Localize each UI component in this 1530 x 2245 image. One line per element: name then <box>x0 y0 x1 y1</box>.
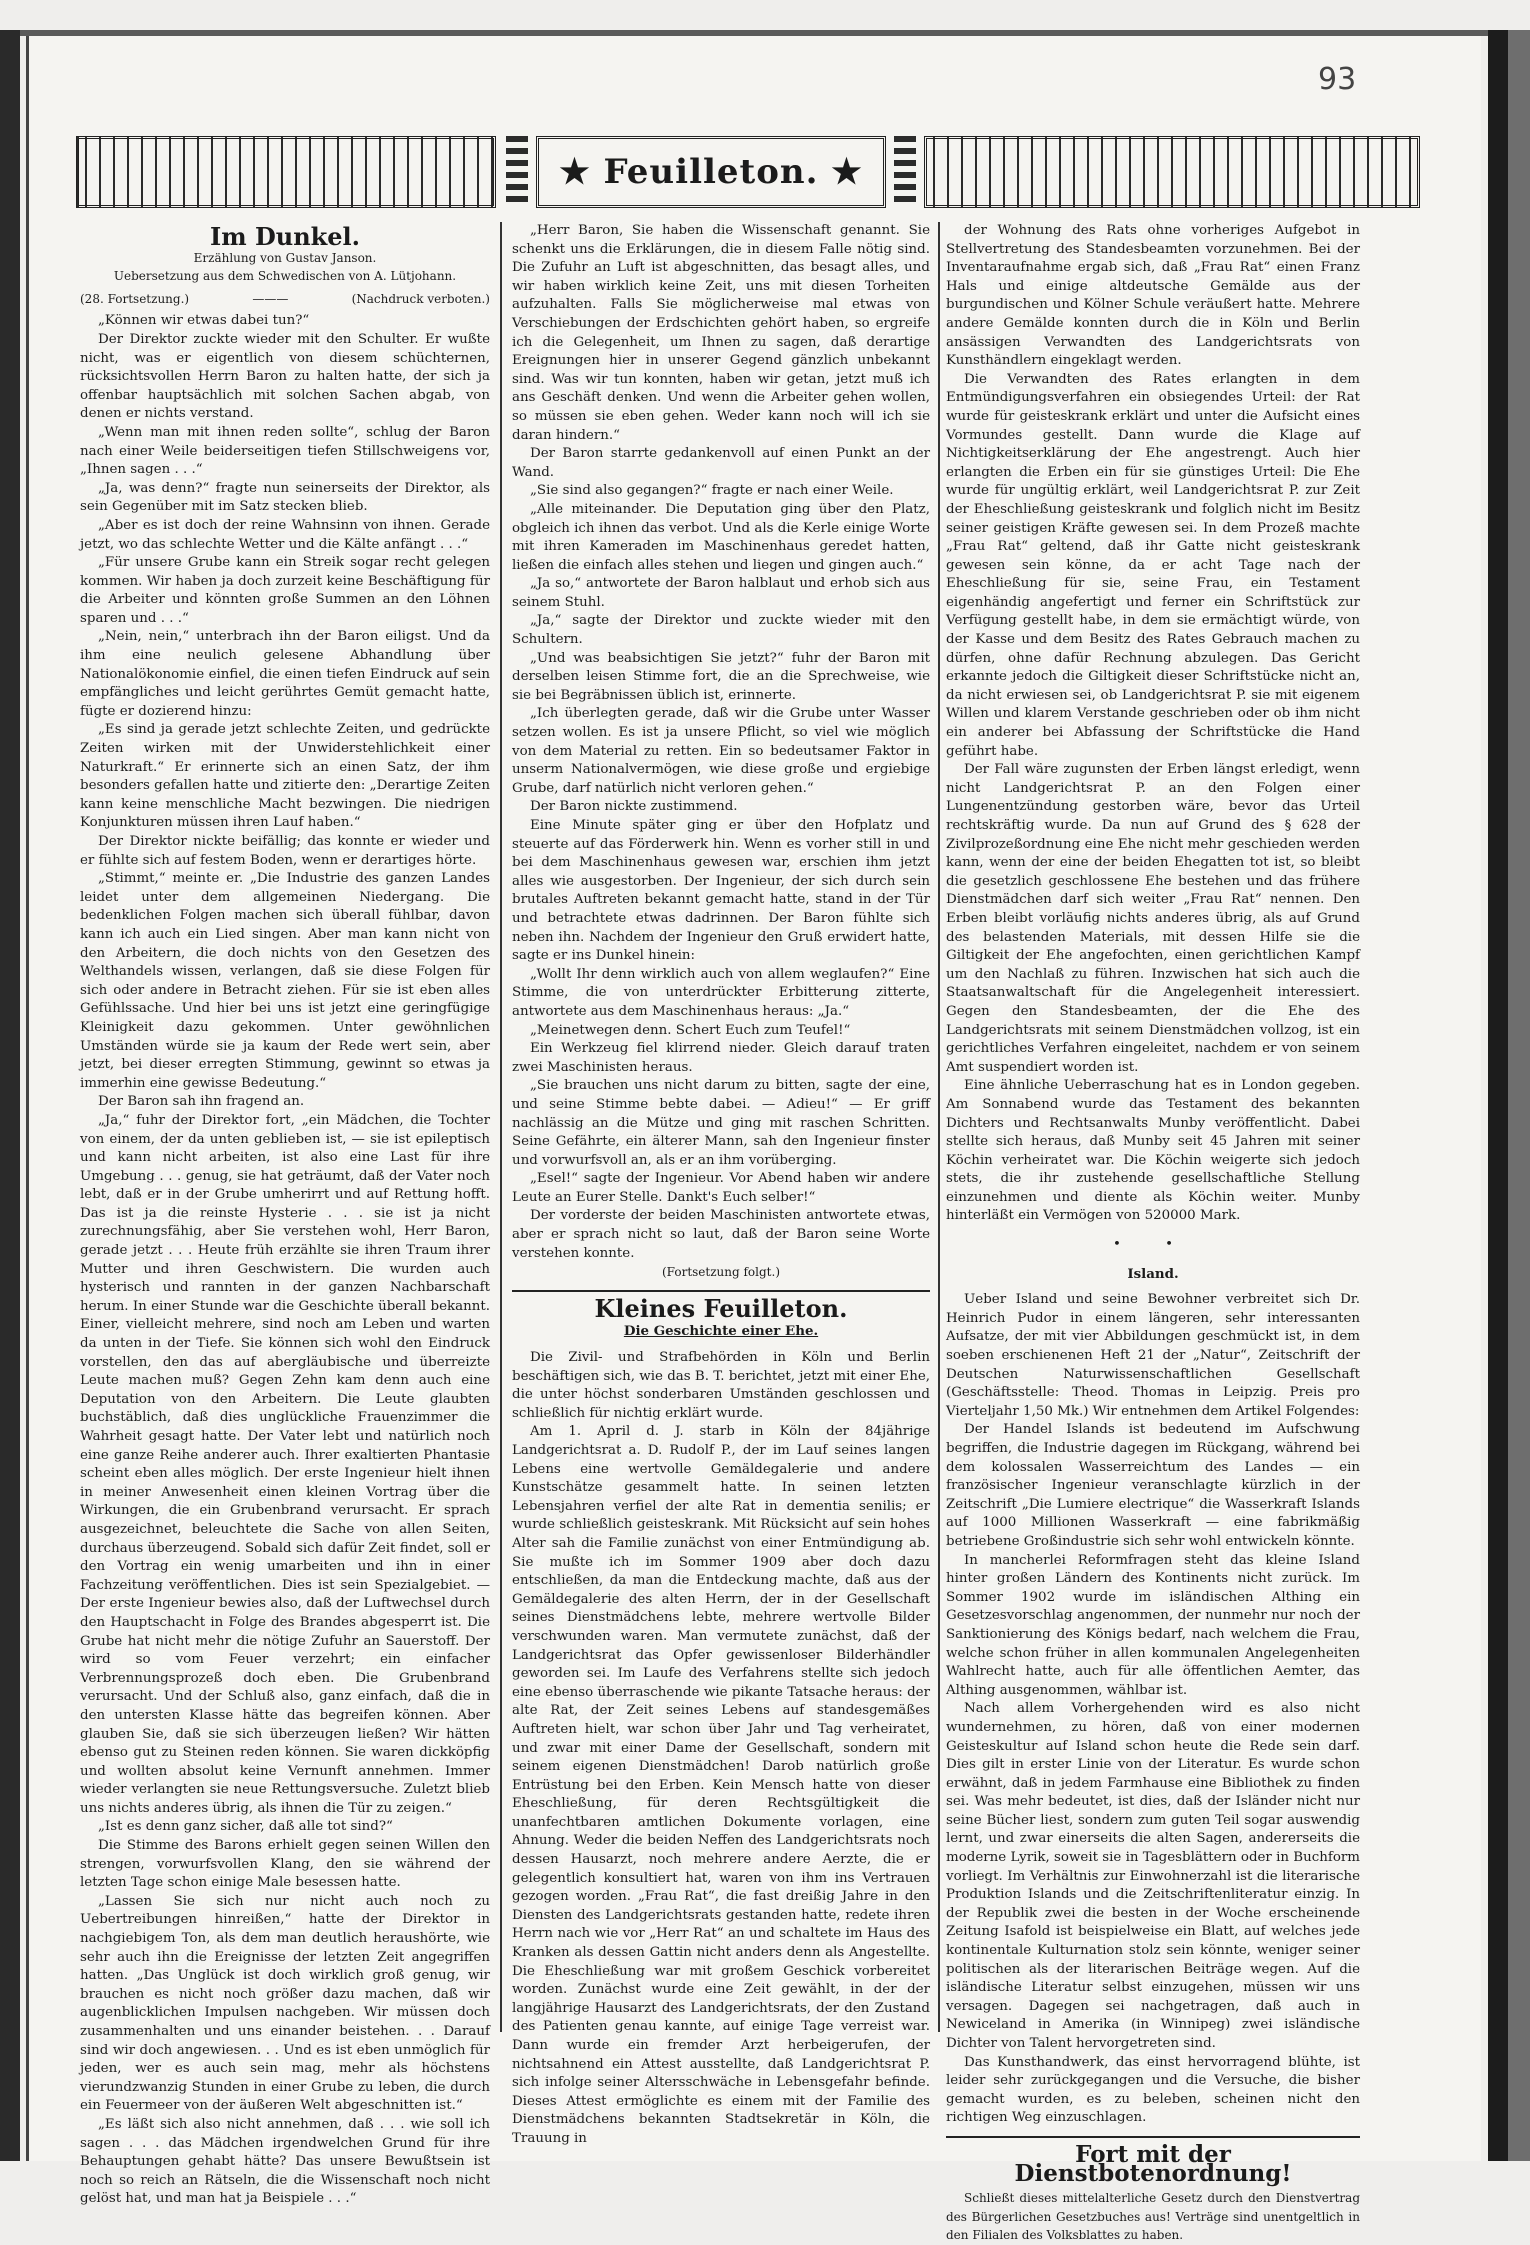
article-body-continued <box>946 222 1360 1226</box>
story-translation: Uebersetzung aus dem Schwedischen von A. Lütjohann. <box>113 269 457 284</box>
notice-text: Schließt dieses mittelalterliche Gesetz durch den Dienstvertrag des Bürgerlichen Gesetzbuches aus! Verträge sind unentgeltlich in den Filialen des Volksblattes zu haben. <box>946 2191 1360 2243</box>
paragraph: „Aber es ist doch der reine Wahnsinn von ihnen. Gerade jetzt, wo das schlechte Wetter und die Kälte anfängt . . .“ <box>80 517 490 552</box>
divider <box>512 1290 930 1292</box>
article-heading: Die Geschichte einer Ehe. <box>623 1323 819 1340</box>
story-title: Im Dunkel. <box>209 222 361 251</box>
continued-note: (Fortsetzung folgt.) <box>662 1265 780 1280</box>
paragraph: Der Baron sah ihn fragend an. <box>98 1094 305 1110</box>
binding-edge-outer <box>1508 30 1530 2161</box>
paragraph: Der Direktor nickte beifällig; das konnte er wieder und er fühlte sich auf festem Boden, wenn er derartiges hörte. <box>80 834 490 868</box>
island-heading: Island. <box>1127 1265 1179 1282</box>
ornament-left <box>76 136 496 208</box>
paragraph: „Ja,“ sagte der Direktor und zuckte wieder mit den Schultern. <box>512 613 930 648</box>
paragraph: Nach allem Vorhergehenden wird es also nicht wundernehmen, zu hören, daß von einer modernen Geisteskultur auf Island schon heute die Rede sein darf. Dies gilt in erster Linie von der Literatur. Es wurde schon erwähnt, daß in jedem Farmhause eine Bibliothek zu finden sei. Was mehr bedeutet, ist dies, daß der Isländer nicht nur seine Bücher liest, sondern zum guten Teil sogar auswendig lernt, und zwar einerseits die alten Sagen, andererseits die moderne Lyrik, soweit sie in Tagesblättern oder in Buchform vorliegt. Im Verhältnis zur Einwohnerzahl ist die literarische Produktion Islands und die Zeitschriftenliteratur einzig. In der Republik zwei die besten in der Woche erscheinende Zeitung Isafold ist beispielweise ein Blatt, auf welches jede kontinentale Kulturnation stolz sein könnte, weniger seiner politischen als der literarischen Beiträge wegen. Auf die isländische Literatur selbst einzugehen, müssen wir uns versagen. Dagegen sei nachgetragen, daß auch in Newiceland in Amerika (in Winnipeg) zwei isländische Dichter von Talent hervorgetreten sind. <box>946 1701 1360 2051</box>
paragraph: Eine Minute später ging er über den Hofplatz und steuerte auf das Förderwerk hin. Wenn es vorher still in und bei dem Maschinenhaus gewesen war, erschien ihm jetzt alles wie ausgestorben. Der Ingenieur, der sich durch sein brutales Auftreten bekannt gemacht hatte, stand in der Tür und betrachtete etwas dadrinnen. Der Baron fühlte sich neben ihn. Nachdem der Ingenieur den Gruß erwidert hatte, sagte er ins Dunkel hinein: <box>512 818 930 964</box>
installment-note: (28. Fortsetzung.) <box>80 291 190 306</box>
ornament-right <box>924 136 1420 208</box>
paragraph: Das Kunsthandwerk, das einst hervorragend blühte, ist leider sehr zurückgegangen und die Versuche, die bisher gemacht wurden, es zu beleben, scheinen nicht den richtigen Weg einzuschlagen. <box>946 2054 1360 2126</box>
paragraph: Am 1. April d. J. starb in Köln der 84jährige Landgerichtsrat a. D. Rudolf P., der im Lauf seines langen Lebens eine wertvolle Gemäldegalerie und andere Kunstschätze gesammelt hatte. In seinen letzten Lebensjahren verfiel der alte Rat in dementia senilis; er wurde schließlich geisteskrank. Mit Rücksicht auf sein hohes Alter sah die Familie zunächst von einer Entmündigung ab. Sie mußte ich im Sommer 1909 aber doch dazu entschließen, da man die Entdeckung machte, daß aus der Gemäldegalerie des alten Herrn, der in der Gesellschaft seines Dienstmädchens lebte, mehrere wertvolle Bilder verschwunden waren. Man vermutete zunächst, daß der Landgerichtsrat das Opfer gewissenloser Bilderhändler geworden sei. Im Laufe des Verfahrens stellte sich jedoch eine ebenso überraschende wie pikante Tatsache heraus: der alte Rat, der Zeit seines Lebens auf standesgemäßes Auftreten hielt, war schon über Jahr und Tag verheiratet, und zwar mit einer Dame der Gesellschaft, sondern mit seinem eigenen Dienstmädchen! Darob natürlich große Entrüstung bei den Erben. Kein Mensch hatte von dieser Eheschließung, für deren Rechtsgültigkeit die unanfechtbaren amtlichen Dokumente vorlagen, eine Ahnung. Weder die beiden Neffen des Landgerichtsrats noch dessen Hausarzt, noch mehrere andere Aerzte, die er gelegentlich konsultiert hat, waren von ihm ins Vertrauen gezogen worden. „Frau Rat“, die fast dreißig Jahre in den Diensten des Landgerichtsrats gestanden hatte, redete ihren Herrn nach wie vor „Herr Rat“ an und schaltete im Haus des Kranken als dessen Gattin nicht anders denn als Angestellte. Die Eheschließung war mit großem Geschick vorbereitet worden. Zunächst wurde eine Zeit gewählt, in der der langjährige Hausarzt des Landgerichtsrats, der den Zustand des Patienten genau kannte, auf einige Tage verreist war. Dann wurde ein fremder Arzt herbeigerufen, der nichtsahnend ein Attest ausstellte, daß Landgerichtsrat P. sich infolge seiner Altersschwäche in Lebensgefahr befinde. Dieses Attest ermöglichte es einem mit der Familie des Dienstmädchens bekannten Stadtsekretär in Köln, die Trauung in <box>512 1424 930 2146</box>
paragraph: „Können wir etwas dabei tun?“ <box>98 313 310 329</box>
paragraph: Die Zivil- und Strafbehörden in Köln und Berlin beschäftigen sich, wie das B. T. berichtet, jetzt mit einer Ehe, die unter höchst sonderbaren Umständen geschlossen und schließlich für nichtig erklärt wurde. <box>512 1350 930 1421</box>
column-1 <box>80 222 490 2209</box>
paragraph: „Und was beabsichtigen Sie jetzt?“ fuhr der Baron mit derselben leisen Stimme fort, die an die Sprechweise, wie sie bei Begräbnissen üblich ist, erinnerte. <box>512 650 930 703</box>
kleines-feuilleton-title: Kleines Feuilleton. <box>594 1293 848 1323</box>
paragraph: „Herr Baron, Sie haben die Wissenschaft genannt. Sie schenkt uns die Erklärungen, die in diesem Falle nötig sind. Die Zufuhr an Luft ist abgeschnitten, das besagt alles, und wir haben wirklich keine Zeit, uns mit diesen Torheiten aufzuhalten. Falls Sie möglicherweise mal etwas von Verschiebungen der Erdschichten gehört haben, so ergreife ich die Gelegenheit, um Ihnen zu sagen, daß derartige Ereignungen hier in unserer Gegend gänzlich unbekannt sind. Was wir tun konnten, haben wir getan, jetzt muß ich ans Geschäft denken. Und wenn die Arbeiter gehen wollen, so müssen sie eben gehen. Weder kann noch will ich sie daran hindern.“ <box>512 223 930 443</box>
paragraph: „Wollt Ihr denn wirklich auch von allem weglaufen?“ Eine Stimme, die von unterdrückter Erbitterung zitterte, antwortete aus dem Maschinenhaus heraus: „Ja.“ <box>512 966 930 1019</box>
paragraph: Der Fall wäre zugunsten der Erben längst erledigt, wenn nicht Landgerichtsrat P. an den Folgen einer Lungenentzündung gestorben wäre, bevor das Urteil rechtskräftig wurde. Da nun auf Grund des § 628 der Zivilprozeßordnung eine Ehe nicht mehr geschieden werden kann, wenn der eine der beiden Ehegatten tot ist, so bleibt die gesetzlich geschlossene Ehe bestehen und das frühere Dienstmädchen darf sich weiter „Frau Rat“ nennen. Den Erben bleibt vorläufig nichts anderes übrig, als auf Grund des belastenden Materials, mit dessen Hilfe sie die Giltigkeit der Ehe angefochten, einen gerichtlichen Kampf um den Nachlaß zu führen. Inzwischen hat sich auch die Staatsanwaltschaft für die Angelegenheit interessiert. Gegen den Standesbeamten, der die Ehe des Landgerichtsrats mit seinem Dienstmädchen vollzog, ist ein gerichtliches Verfahren eingeleitet, nachdem er von seinem Amt suspendiert worden ist. <box>946 762 1360 1075</box>
paragraph: der Wohnung des Rats ohne vorheriges Aufgebot in Stellvertretung des Standesbeamten vorzunehmen. Bei der Inventaraufnahme ergab sich, daß „Frau Rat“ einen Franz Hals und einige altdeutsche Gemälde aus der burgundischen und Kölner Schule veräußert hatte. Mehrere andere Gemälde konnten durch die in Köln und Berlin ansässigen Verwandten des Landgerichtsrats von Kunsthändlern eingeklagt werden. <box>946 223 1360 369</box>
binding-edge-right <box>1488 30 1508 2161</box>
paragraph: „Wenn man mit ihnen reden sollte“, schlug der Baron nach einer Weile beiderseitigen tiefen Stillschweigens vor, „Ihnen sagen . . .“ <box>80 424 490 478</box>
paragraph: „Es sind ja gerade jetzt schlechte Zeiten, und gedrückte Zeiten wirken mit der Unwiderstehlichkeit einer Naturkraft.“ Er erinnerte sich an einen Satz, der ihm besonders gefallen hatte und zitierte den: „Derartige Zeiten kann keine menschliche Macht bezwingen. Die niedrigen Konjunkturen müssen ihren Lauf haben.“ <box>80 722 490 831</box>
ornament-separator-left <box>506 136 528 208</box>
binding-edge-left <box>0 30 20 2161</box>
story-meta <box>80 290 490 309</box>
paragraph: Eine ähnliche Ueberraschung hat es in London gegeben. Am Sonnabend wurde das Testament des bekannten Dichters und Rechtsanwalts Munby veröffentlicht. Dabei stellte sich heraus, daß Munby seit 45 Jahren mit seiner Köchin verheiratet war. Die Köchin weigerte sich jedoch stets, die ihr zustehende gesellschaftliche Stellung einzunehmen und diente als Köchin weiter. Munby hinterläßt ein Vermögen von 520000 Mark. <box>946 1078 1360 1224</box>
paragraph: „Ja, was denn?“ fragte nun seinerseits der Direktor, als sein Gegenüber mit im Satz stecken blieb. <box>80 480 490 515</box>
feuilleton-masthead <box>76 136 1420 208</box>
paragraph: In mancherlei Reformfragen steht das kleine Island hinter großen Ländern des Kontinents nicht zurück. Im Sommer 1902 wurde im isländischen Althing ein Gesetzesvorschlag angenommen, der nunmehr nur noch der Sanktionierung des Königs bedarf, nach welchem die Frau, welche schon früher in allen kommunalen Angelegenheiten Wahlrecht hatte, auch für alle öffentlichen Aemter, das Althing ausgenommen, wählbar ist. <box>946 1552 1360 1698</box>
column-2 <box>512 222 930 2149</box>
ornament-separator-right <box>894 136 916 208</box>
paragraph: Ein Werkzeug fiel klirrend nieder. Gleich darauf traten zwei Maschinisten heraus. <box>512 1041 930 1075</box>
page-number: 93 <box>1318 62 1357 97</box>
paragraph: „Ich überlegten gerade, daß wir die Grube unter Wasser setzen wollen. Es ist ja unsere Pflicht, so viel wie möglich von dem Material zu retten. Ein so bedeutsamer Faktor in unserm Nationalvermögen, wie diese große und ergiebige Grube, darf natürlich nicht verloren gehen.“ <box>512 706 930 796</box>
column-rule <box>938 222 940 2032</box>
story-body <box>80 312 490 2209</box>
paragraph: „Meinetwegen denn. Schert Euch zum Teufel!“ <box>530 1022 851 1038</box>
reprint-note: (Nachdruck verboten.) <box>351 291 490 306</box>
paragraph: Die Verwandten des Rates erlangten in dem Entmündigungsverfahren ein obsiegendes Urteil: der Rat wurde für geisteskrank erklärt und unter die Aufsicht eines Vormundes gestellt. Dann wurde die Klage auf Nichtigkeitserklärung der Ehe angestrengt. Auch hier erlangten die Erben ein für sie günstiges Urteil: Die Ehe wurde für ungültig erklärt, weil Landgerichtsrat P. zur Zeit der Eheschließung geisteskrank und folglich nicht im Besitz seiner geistigen Kräfte gewesen sei. In dem Prozeß machte „Frau Rat“ geltend, daß ihr Gatte nicht geisteskrank gewesen sein könne, da er acht Tage nach der Eheschließung für sie, seine Frau, ein Testament eigenhändig angefertigt und ferner ein Schriftstück zur Verfügung gestellt habe, in dem sie ermächtigt würde, von der Kasse und dem Besitz des Rates Gebrauch machen zu dürfen, ohne dafür Rechnung abzulegen. Das Gericht erkannte jedoch die Giltigkeit dieser Schriftstücke nicht an, da nicht erwiesen sei, ob Landgerichtsrat P. sie mit eigenem Willen und klarem Verstande geschrieben oder ob ihm nicht ein anderer bei Abfassung der Schriftstücke die Hand geführt habe. <box>946 371 1360 759</box>
paragraph: „Stimmt,“ meinte er. „Die Industrie des ganzen Landes leidet unter dem allgemeinen Niedergang. Die bedenklichen Folgen machen sich überall fühlbar, davon kann ich auch ein Lied singen. Aber man kann nicht von den Arbeitern, die doch nichts von den Gesetzen des Welthandels wissen, verlangen, daß sie diese Folgen für sich oder andere in Betracht ziehen. Für sie ist eben alles Gefühlssache. Und hier bei uns ist jetzt eine geringfügige Kleinigkeit dazu gekommen. Unter gewöhnlichen Umständen würde sie ja kaum der Rede wert sein, aber jetzt, bei dieser erregten Stimmung, gewinnt so etwas ja immerhin eine gewisse Bedeutung.“ <box>80 871 490 1091</box>
section-title: ★ Feuilleton. ★ <box>536 136 886 208</box>
paragraph: „Für unsere Grube kann ein Streik sogar recht gelegen kommen. Wir haben ja doch zurzeit keine Beschäftigung für die Arbeiter und könnten große Summen an den Löhnen sparen und . . .“ <box>80 555 490 626</box>
section-dots: • • <box>1112 1237 1194 1253</box>
column-3 <box>946 222 1360 2245</box>
article-body <box>512 1349 930 2149</box>
paragraph: „Ist es denn ganz sicher, daß alle tot sind?“ <box>98 1819 393 1835</box>
story-author: Erzählung von Gustav Janson. <box>193 250 377 265</box>
paragraph: „Ja,“ fuhr der Direktor fort, „ein Mädchen, die Tochter von einem, der da unten geblieben ist, — sie ist epileptisch und kann nicht arbeiten, ist also eine Last für ihre Umgebung . . . genug, sie hat geträumt, daß der Vater noch lebt, daß er in der Grube umherirrt und auf Rettung hofft. Das ist ja die reinste Hysterie . . . sie ist ja nicht zurechnungsfähig, aber Sie verstehen wohl, Herr Baron, gerade jetzt . . . Heute früh erzählte sie ihren Traum ihrer Mutter und ihren Geschwistern. Die wurden auch hysterisch und rannten in der ganzen Nachbarschaft herum. In einer Stunde war die Geschichte überall bekannt. Einer, vielleicht mehrere, sind noch am Leben und warten da unten in der Tiefe. Sie können sich wohl den Eindruck vorstellen, den das auf abergläubische und überreizte Leute machen muß? Gegen Zehn kam denn auch eine Deputation von den Arbeitern. Die Leute glaubten buchstäblich, daß dies unglückliche Frauenzimmer die Wahrheit gesagt hatte. Der Vater lebt und natürlich noch eine ganze Reihe anderer auch. Ihrer exaltierten Phantasie scheint eben alles möglich. Der erste Ingenieur hielt ihnen in meiner Anwesenheit einen kleinen Vortrag über die Wirkungen, die ein Grubenbrand verursacht. Er sprach ausgezeichnet, beleuchtete die Sache von allen Seiten, durchaus überzeugend. Sobald sich dafür Zeit findet, soll er den Vortrag ein wenig umarbeiten und ihn in einer Fachzeitung veröffentlichen. Dies ist sein Spezialgebiet. — Der erste Ingenieur bewies also, daß der Luftwechsel durch den Hauptschacht in Folge des Brandes abgesperrt ist. Die Grube hat nicht mehr die nötige Zufuhr an Sauerstoff. Der wird so vom Feuer verzehrt; ein einfacher Verbrennungsprozeß doch eben. Die Grubenbrand verursacht. Und der Schluß also, ganz einfach, daß die in den untersten Klasse hätte das begreifen können. Aber glauben Sie, daß sie sich überzeugen ließen? Wir hätten ebenso gut zu Steinen reden können. Sie waren dickköpfig und wollten absolut keine Vernunft annehmen. Immer wieder verlangten sie neue Rettungsversuche. Zuletzt blieb uns nichts anderes übrig, als ihnen die Tür zu zeigen.“ <box>80 1112 490 1816</box>
notice-title: Fort mit der Dienstbotenordnung! <box>1014 2140 1292 2187</box>
paragraph: „Sie sind also gegangen?“ fragte er nach einer Weile. <box>530 483 894 499</box>
paragraph: „Lassen Sie sich nur nicht auch noch zu Uebertreibungen hinreißen,“ hatte der Direktor in nachgiebigem Ton, als dem man deutlich heraushörte, wie sehr auch ihn die Ereignisse der letzten Zeit angegriffen hatten. „Das Unglück ist doch wirklich groß genug, wir brauchen es nicht noch größer dazu machen, daß wir augenblicklichen Impulsen nachgeben. Wir müssen doch zusammenhalten und uns einander beistehen. . . Darauf sind wir doch angewiesen. . . Und es ist eben unmöglich für jeden, wer es auch sein mag, mehr als höchstens vierundzwanzig Stunden in einer Grube zu leben, die durch ein Feuermeer von der äußeren Welt abgeschnitten ist.“ <box>80 1893 490 2114</box>
paragraph: Der Baron starrte gedankenvoll auf einen Punkt an der Wand. <box>512 446 930 480</box>
paragraph: Der vorderste der beiden Maschinisten antwortete etwas, aber er sprach nicht so laut, daß der Baron seine Worte verstehen konnte. <box>512 1208 930 1261</box>
paragraph: „Sie brauchen uns nicht darum zu bitten, sagte der eine, und seine Stimme bebte dabei. — Adieu!“ — Er griff nachlässig an die Mütze und ging mit raschen Schritten. Seine Gefährte, ein älterer Mann, sah den Ingenieur finster und vorwurfsvoll an, als er an ihm vorüberging. <box>512 1078 930 1168</box>
column-rule <box>500 222 502 2032</box>
story-body-continued <box>512 222 930 1263</box>
paragraph: Der Handel Islands ist bedeutend im Aufschwung begriffen, die Industrie dagegen im Rückgang, während bei dem kolossalen Wasserreichtum des Landes — ein französischer Ingenieur veranschlagte kürzlich in der Zeitschrift „Die Lumiere electrique“ die Wasserkraft Islands auf 1000 Millionen Wasserkraft — eine fabrikmäßig betriebene Großindustrie sich sehr wohl entwickeln könnte. <box>946 1422 1360 1549</box>
paragraph: „Alle miteinander. Die Deputation ging über den Platz, obgleich ich ihnen das verbot. Und als die Kerle einige Worte mit ihren Kameraden im Maschinenhaus geredet hatten, ließen die einfach alles stehen und liegen und gingen auch.“ <box>512 501 930 573</box>
meta-dash: ——— <box>252 291 289 306</box>
divider <box>946 2136 1360 2138</box>
paragraph: „Es läßt sich also nicht annehmen, daß . . . wie soll ich sagen . . . das Mädchen irgendwelchen Grund für ihre Behauptungen gehabt hätte? Das unsere Bewußtsein ist noch so reich an Rätseln, die die Wissenschaft noch nicht gelöst hat, und man hat ja Beispiele . . .“ <box>80 2116 490 2207</box>
island-body <box>946 1291 1360 2128</box>
paragraph: „Esel!“ sagte der Ingenieur. Vor Abend haben wir andere Leute an Eurer Stelle. Dankt's Euch selber!“ <box>512 1171 930 1205</box>
paragraph: Der Direktor zuckte wieder mit den Schulter. Er wußte nicht, was er eigentlich von diesem schüchternen, rücksichtsvollen Herrn Baron zu halten hatte, der sich ja offenbar hauptsächlich mit solchen Sachen abgab, von denen er nichts verstand. <box>80 331 490 422</box>
paragraph: „Nein, nein,“ unterbrach ihn der Baron eiligst. Und da ihm eine neulich gelesene Abhandlung über Nationalökonomie einfiel, die einen tiefen Eindruck auf sein empfängliches und leicht gerührtes Gemüt gemacht hatte, fügte er dozierend hinzu: <box>80 629 490 719</box>
paragraph: Die Stimme des Barons erhielt gegen seinen Willen den strengen, vorwurfsvollen Klang, den sie während der letzten Tage schon einige Male besessen hatte. <box>80 1838 490 1891</box>
paragraph: Der Baron nickte zustimmend. <box>530 799 738 815</box>
paragraph: „Ja so,“ antwortete der Baron halblaut und erhob sich aus seinem Stuhl. <box>512 576 930 610</box>
paragraph: Ueber Island und seine Bewohner verbreitet sich Dr. Heinrich Pudor in einem längeren, sehr interessanten Aufsatze, der mit vier Abbildungen geschmückt ist, in dem soeben erschienenen Heft 21 der „Natur“, Zeitschrift der Deutschen Naturwissenschaftlichen Gesellschaft (Geschäftsstelle: Theod. Thomas in Leipzig. Preis pro Vierteljahr 1,50 Mk.) Wir entnehmen dem Artikel Folgendes: <box>946 1292 1360 1419</box>
